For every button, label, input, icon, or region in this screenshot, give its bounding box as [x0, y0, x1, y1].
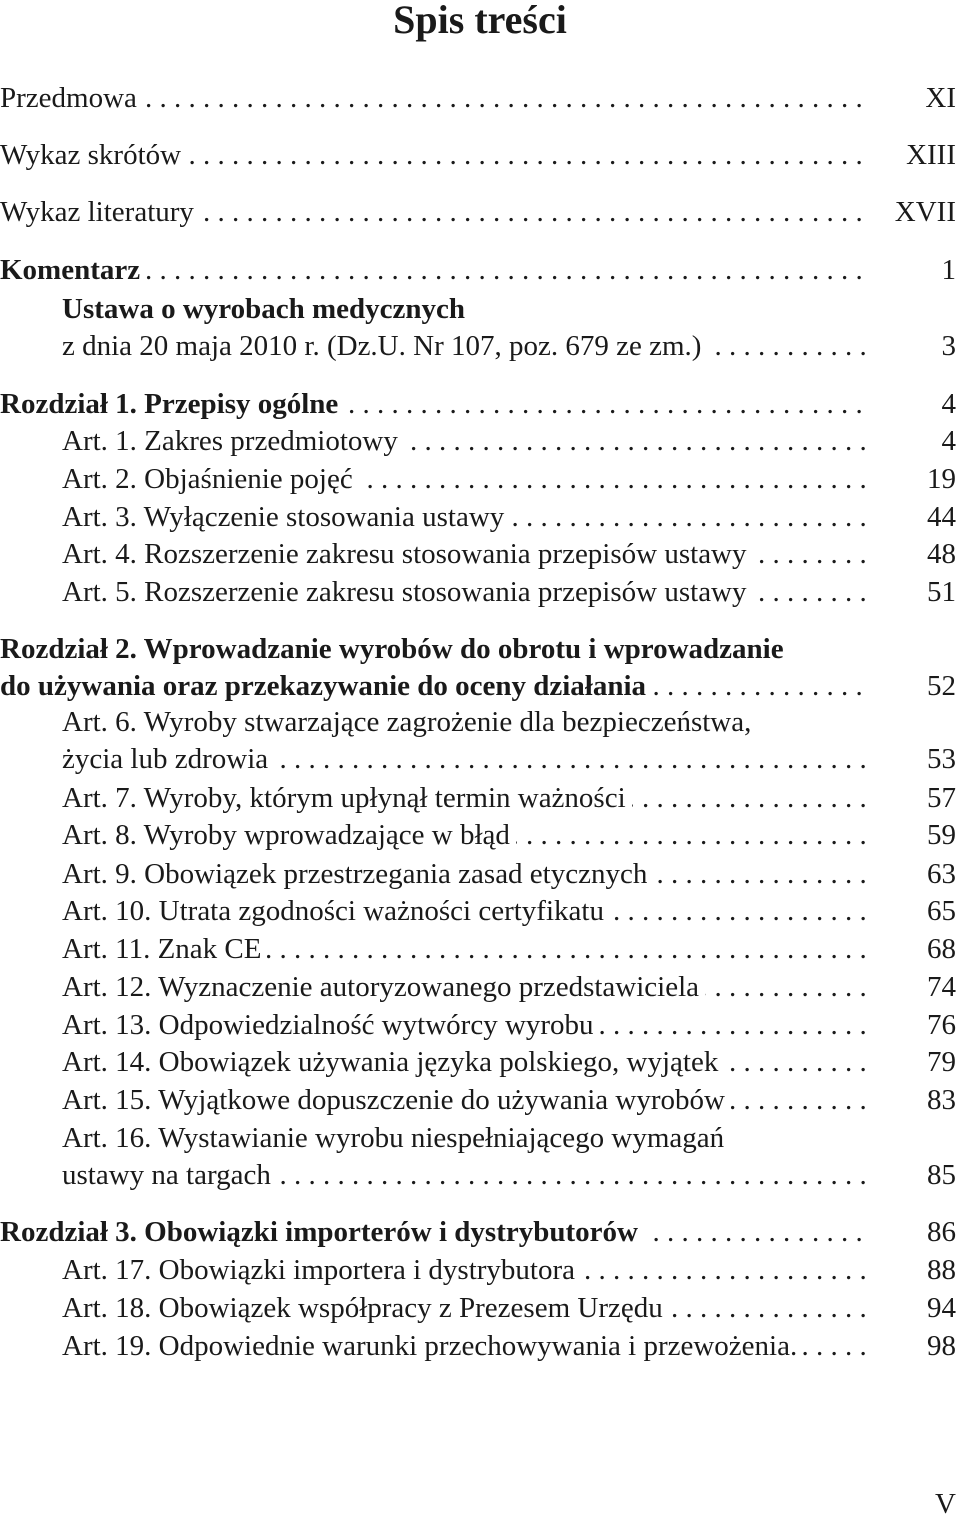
page-title: Spis treści — [393, 0, 567, 42]
toc-entry-title: Art. 11. Znak CE — [62, 931, 267, 967]
toc-page-number: 19 — [927, 463, 956, 495]
toc-page-number: 59 — [927, 819, 956, 851]
toc-entry-title: Art. 2. Objaśnienie pojęć — [62, 461, 359, 497]
toc-page-number: 76 — [927, 1009, 956, 1041]
toc-entry-title: Komentarz — [0, 252, 146, 288]
toc-entry-line — [0, 631, 870, 667]
toc-entry-line — [0, 137, 870, 173]
toc-entry-title: Art. 12. Wyznaczenie autoryzowanego przedstawiciela — [62, 969, 705, 1005]
toc-entry-line — [62, 1082, 870, 1118]
toc-entry-line — [0, 194, 870, 230]
toc-page-number: 98 — [927, 1330, 956, 1362]
toc-entry-line — [62, 741, 870, 777]
toc-entry-title: życia lub zdrowia — [62, 741, 274, 777]
toc-page-number: 1 — [941, 254, 956, 286]
toc-entry-title: Art. 19. Odpowiednie warunki przechowywania i przewożenia. — [62, 1328, 803, 1364]
toc-entry-line — [62, 499, 870, 535]
toc-entry-title: Art. 5. Rozszerzenie zakresu stosowania przepisów ustawy — [62, 574, 753, 610]
toc-entry-line — [62, 704, 870, 740]
toc-entry-title: Rozdział 2. Wprowadzanie wyrobów do obrotu i wprowadzanie — [0, 633, 784, 665]
toc-entry-line — [0, 386, 870, 422]
toc-entry-line — [62, 969, 870, 1005]
toc-entry-title: Art. 7. Wyroby, którym upłynął termin ważności — [62, 780, 632, 816]
toc-entry-line — [62, 817, 870, 853]
toc-entry-line — [62, 536, 870, 572]
toc-page-number: 94 — [927, 1292, 956, 1324]
toc-entry-title: Art. 6. Wyroby stwarzające zagrożenie dla bezpieczeństwa, — [62, 706, 752, 738]
toc-entry-line — [62, 291, 870, 327]
toc-page-number: 88 — [927, 1254, 956, 1286]
toc-page-number: 51 — [927, 576, 956, 608]
toc-entry-title: Ustawa o wyrobach medycznych — [62, 293, 466, 325]
page-number-footer: V — [935, 1488, 956, 1520]
toc-entry-title: Rozdział 3. Obowiązki importerów i dystrybutorów — [0, 1214, 644, 1250]
toc-entry-line — [62, 1157, 870, 1193]
toc-page-number: XIII — [906, 139, 956, 171]
toc-page-number: 74 — [927, 971, 956, 1003]
toc-entry-line — [62, 461, 870, 497]
toc-page-number: 79 — [927, 1046, 956, 1078]
toc-entry-line — [62, 1007, 870, 1043]
toc-page-number: 65 — [927, 895, 956, 927]
toc-page-number: 63 — [927, 858, 956, 890]
toc-page-number: 4 — [941, 388, 956, 420]
toc-page-number: 68 — [927, 933, 956, 965]
toc-page-number: 4 — [941, 425, 956, 457]
toc-entry-line — [0, 1214, 870, 1250]
toc-entry-line — [62, 856, 870, 892]
toc-entry-title: z dnia 20 maja 2010 r. (Dz.U. Nr 107, poz. 679 ze zm.) — [62, 328, 707, 364]
toc-page-number: 86 — [927, 1216, 956, 1248]
toc-entry-line — [0, 252, 870, 288]
toc-entry-title: Art. 4. Rozszerzenie zakresu stosowania przepisów ustawy — [62, 536, 753, 572]
toc-entry-line — [62, 1120, 870, 1156]
toc-entry-title: Art. 17. Obowiązki importera i dystrybutora — [62, 1252, 581, 1288]
toc-page-number: 44 — [927, 501, 956, 533]
toc-page-number: 85 — [927, 1159, 956, 1191]
toc-entry-line — [62, 1252, 870, 1288]
toc-entry-title: Przedmowa — [0, 80, 143, 116]
toc-page-number: 53 — [927, 743, 956, 775]
toc-page-number: 3 — [941, 330, 956, 362]
toc-entry-line — [62, 780, 870, 816]
toc-entry-title: do używania oraz przekazywanie do oceny działania — [0, 668, 652, 704]
toc-entry-line — [62, 1044, 870, 1080]
toc-entry-title: Art. 15. Wyjątkowe dopuszczenie do używania wyrobów — [62, 1082, 731, 1118]
toc-page-number: XVII — [894, 196, 956, 228]
toc-page-number: 52 — [927, 670, 956, 702]
toc-entry-title: Wykaz skrótów — [0, 137, 187, 173]
toc-entry-title: Art. 3. Wyłączenie stosowania ustawy — [62, 499, 510, 535]
toc-entry-line — [62, 328, 870, 364]
toc-entry-title: Art. 18. Obowiązek współpracy z Prezesem Urzędu — [62, 1290, 669, 1326]
toc-entry-line — [62, 423, 870, 459]
toc-entry-title: Rozdział 1. Przepisy ogólne — [0, 386, 344, 422]
toc-page-number: 48 — [927, 538, 956, 570]
toc-entry-title: Art. 16. Wystawianie wyrobu niespełniającego wymagań — [62, 1122, 725, 1154]
toc-page-number: XI — [925, 82, 956, 114]
toc-entry-line — [62, 931, 870, 967]
toc-entry-title: Art. 14. Obowiązek używania języka polskiego, wyjątek — [62, 1044, 724, 1080]
toc-entry-line — [0, 80, 870, 116]
toc-entry-line — [62, 1328, 870, 1364]
toc-entry-title: Art. 10. Utrata zgodności ważności certyfikatu — [62, 893, 610, 929]
toc-entry-title: Art. 13. Odpowiedzialność wytwórcy wyrobu — [62, 1007, 600, 1043]
toc-entry-title: Art. 8. Wyroby wprowadzające w błąd — [62, 817, 516, 853]
toc-entry-line — [62, 1290, 870, 1326]
toc-entry-title: Art. 1. Zakres przedmiotowy — [62, 423, 404, 459]
toc-entry-line — [62, 574, 870, 610]
toc-entry-line — [62, 893, 870, 929]
toc-page-number: 57 — [927, 782, 956, 814]
toc-page-number: 83 — [927, 1084, 956, 1116]
toc-entry-line — [0, 668, 870, 704]
toc-entry-title: Wykaz literatury — [0, 194, 200, 230]
toc-entry-title: Art. 9. Obowiązek przestrzegania zasad etycznych — [62, 856, 653, 892]
toc-entry-title: ustawy na targach — [62, 1157, 277, 1193]
